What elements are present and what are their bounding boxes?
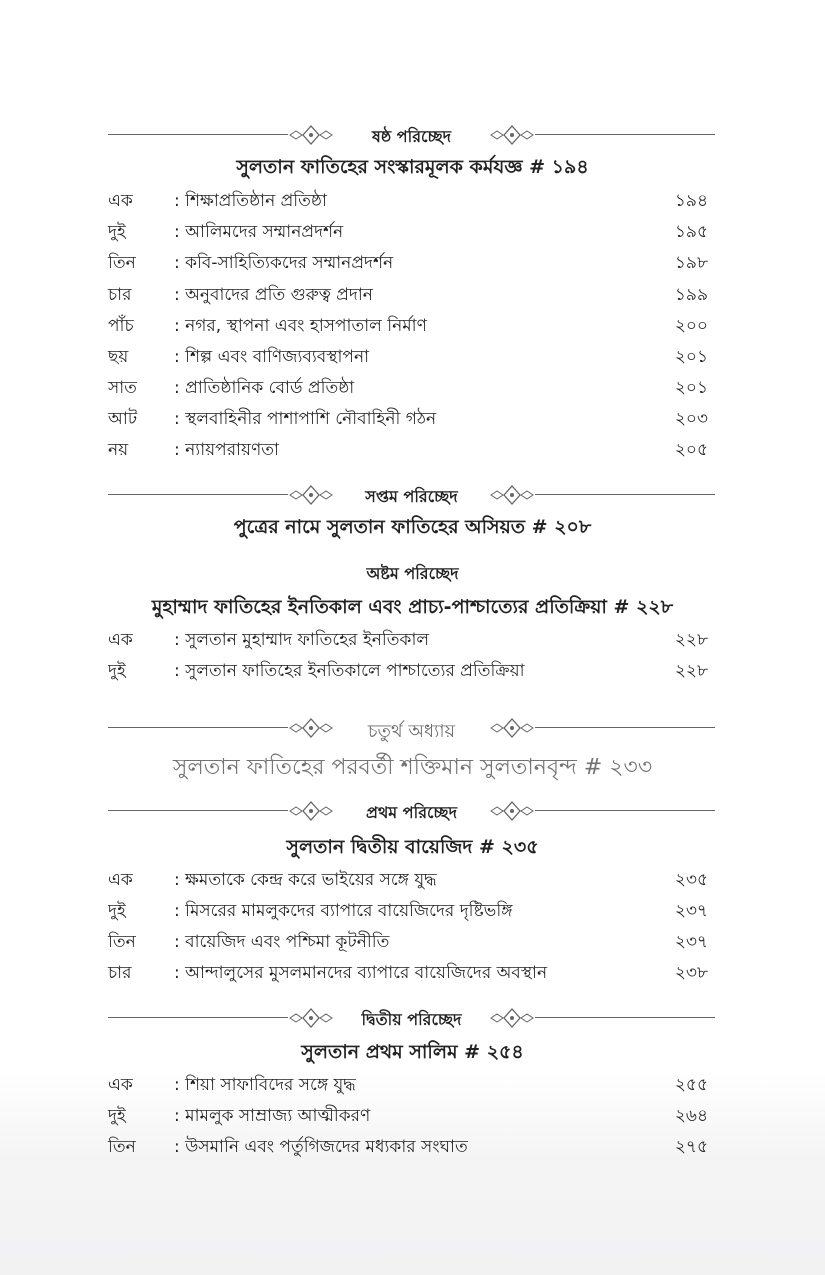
entry-page: ২৩৫	[674, 870, 708, 890]
entry-page: ২৩৮	[674, 963, 708, 983]
divider-rule	[535, 810, 715, 811]
entry-title: : অনুবাদের প্রতি গুরুত্ব প্রদান	[174, 285, 373, 305]
entry-title: : সুলতান মুহাম্মাদ ফাতিহের ইনতিকাল	[174, 630, 430, 650]
divider-rule	[108, 134, 288, 135]
entry-title: : বায়েজিদ এবং পশ্চিমা কূটনীতি	[174, 932, 390, 952]
section-label: অষ্টম পরিচ্ছেদ	[366, 564, 459, 583]
entry-page: ২০১	[674, 378, 708, 398]
entry-number: দুই	[108, 1106, 126, 1126]
divider-rule	[535, 494, 715, 495]
divider-rule	[535, 134, 715, 135]
entry-page: ২০১	[674, 347, 708, 367]
toc-entry[interactable]	[108, 1134, 708, 1158]
entry-page: ২৩৭	[674, 932, 708, 952]
entry-page: ২৩৭	[674, 901, 708, 921]
entry-page: ১৯৯	[674, 285, 708, 305]
entry-page: ১৯৮	[674, 253, 708, 273]
diamond-ornament-icon	[487, 1006, 537, 1030]
entry-number: দুই	[108, 901, 126, 921]
entry-number: নয়	[108, 440, 129, 460]
toc-entry[interactable]	[108, 1103, 708, 1127]
toc-entry[interactable]	[108, 658, 708, 682]
entry-page: ২৬৪	[674, 1106, 708, 1126]
diamond-ornament-icon	[487, 799, 537, 823]
entry-title: : আন্দালুসের মুসলমানদের ব্যাপারে বায়েজিদের অবস্থান	[174, 963, 548, 983]
entry-number: দুই	[108, 661, 126, 681]
diamond-ornament-icon	[286, 799, 336, 823]
chapter-divider	[108, 715, 715, 741]
entry-number: পাঁচ	[108, 316, 134, 336]
entry-number: তিন	[108, 253, 136, 273]
entry-number: দুই	[108, 222, 126, 242]
entry-title: : ন্যায়পরায়ণতা	[174, 440, 279, 460]
entry-title: : কবি-সাহিত্যিকদের সম্মানপ্রদর্শন	[174, 253, 394, 273]
entry-number: আট	[108, 409, 138, 429]
entry-number: এক	[108, 1075, 133, 1095]
entry-number: তিন	[108, 932, 136, 952]
entry-number: চার	[108, 285, 132, 305]
section-divider	[108, 482, 715, 508]
toc-entry[interactable]	[108, 313, 708, 337]
entry-title: : শিক্ষাপ্রতিষ্ঠান প্রতিষ্ঠা	[174, 191, 327, 211]
entry-number: সাত	[108, 378, 137, 398]
section-label: প্রথম পরিচ্ছেদ	[366, 803, 457, 822]
section-heading[interactable]: সুলতান প্রথম সালিম # ২৫৪	[301, 1041, 524, 1063]
diamond-ornament-icon	[487, 123, 537, 147]
toc-entry[interactable]	[108, 1072, 708, 1096]
toc-entry[interactable]	[108, 188, 708, 212]
section-divider	[108, 1005, 715, 1031]
entry-number: ছয়	[108, 347, 129, 367]
entry-number: চার	[108, 963, 132, 983]
section-heading[interactable]: মুহাম্মাদ ফাতিহের ইনতিকাল এবং প্রাচ্য-পাশ্চাত্যের প্রতিক্রিয়া # ২২৮	[151, 596, 674, 618]
divider-rule	[535, 1017, 715, 1018]
chapter-label: চতুর্থ অধ্যায়	[367, 721, 456, 742]
toc-entry[interactable]	[108, 219, 708, 243]
toc-entry[interactable]	[108, 929, 708, 953]
section-divider	[108, 122, 715, 148]
divider-rule	[535, 727, 715, 728]
entry-title: : শিয়া সাফাবিদের সঙ্গে যুদ্ধ	[174, 1075, 356, 1095]
entry-page: ১৯৪	[674, 191, 708, 211]
diamond-ornament-icon	[286, 483, 336, 507]
toc-entry[interactable]	[108, 627, 708, 651]
entry-page: ২৫৫	[674, 1075, 708, 1095]
diamond-ornament-icon	[286, 123, 336, 147]
section-divider	[108, 798, 715, 824]
toc-entry[interactable]	[108, 867, 708, 891]
entry-page: ২৭৫	[674, 1137, 708, 1157]
toc-entry[interactable]	[108, 282, 708, 306]
entry-number: এক	[108, 191, 133, 211]
entry-page: ২০০	[674, 316, 708, 336]
entry-page: ১৯৫	[674, 222, 708, 242]
entry-number: এক	[108, 870, 133, 890]
chapter-heading[interactable]: সুলতান ফাতিহের পরবর্তী শক্তিমান সুলতানবৃন্দ # ২৩৩	[172, 755, 653, 780]
section-label: দ্বিতীয় পরিচ্ছেদ	[361, 1010, 462, 1029]
divider-rule	[108, 810, 288, 811]
entry-title: : আলিমদের সম্মানপ্রদর্শন	[174, 222, 344, 242]
entry-page: ২২৮	[674, 630, 708, 650]
entry-title: : শিল্প এবং বাণিজ্যব্যবস্থাপনা	[174, 347, 370, 367]
entry-title: : নগর, স্থাপনা এবং হাসপাতাল নির্মাণ	[174, 316, 427, 336]
entry-title: : মিসরের মামলুকদের ব্যাপারে বায়েজিদের দৃষ্টিভঙ্গি	[174, 901, 513, 921]
entry-title: : স্থলবাহিনীর পাশাপাশি নৌবাহিনী গঠন	[174, 409, 437, 429]
divider-rule	[108, 494, 288, 495]
toc-entry[interactable]	[108, 344, 708, 368]
section-label: ষষ্ঠ পরিচ্ছেদ	[371, 127, 452, 146]
toc-entry[interactable]	[108, 250, 708, 274]
diamond-ornament-icon	[286, 1006, 336, 1030]
entry-number: এক	[108, 630, 133, 650]
section-heading[interactable]: সুলতান দ্বিতীয় বায়েজিদ # ২৩৫	[286, 836, 539, 858]
section-heading[interactable]: পুত্রের নামে সুলতান ফাতিহের অসিয়ত # ২০৮	[233, 516, 592, 538]
entry-title: : ক্ষমতাকে কেন্দ্র করে ভাইয়ের সঙ্গে যুদ্ধ	[174, 870, 437, 890]
diamond-ornament-icon	[487, 483, 537, 507]
section-heading[interactable]: সুলতান ফাতিহের সংস্কারমূলক কর্মযজ্ঞ # ১৯৪	[236, 156, 589, 178]
toc-entry[interactable]	[108, 437, 708, 461]
entry-title: : সুলতান ফাতিহের ইনতিকালে পাশ্চাত্যের প্রতিক্রিয়া	[174, 661, 525, 681]
section-label: সপ্তম পরিচ্ছেদ	[365, 487, 458, 506]
divider-rule	[108, 727, 288, 728]
toc-entry[interactable]	[108, 898, 708, 922]
entry-title: : উসমানি এবং পর্তুগিজদের মধ্যকার সংঘাত	[174, 1137, 468, 1157]
entry-number: তিন	[108, 1137, 136, 1157]
toc-entry[interactable]	[108, 375, 708, 399]
entry-title: : মামলুক সাম্রাজ্য আত্মীকরণ	[174, 1106, 371, 1126]
entry-page: ২০৫	[674, 440, 708, 460]
entry-title: : প্রাতিষ্ঠানিক বোর্ড প্রতিষ্ঠা	[174, 378, 355, 398]
diamond-ornament-icon	[487, 716, 537, 740]
entry-page: ২০৩	[674, 409, 708, 429]
diamond-ornament-icon	[286, 716, 336, 740]
divider-rule	[108, 1017, 288, 1018]
toc-entry[interactable]	[108, 960, 708, 984]
entry-page: ২২৮	[674, 661, 708, 681]
toc-entry[interactable]	[108, 406, 708, 430]
